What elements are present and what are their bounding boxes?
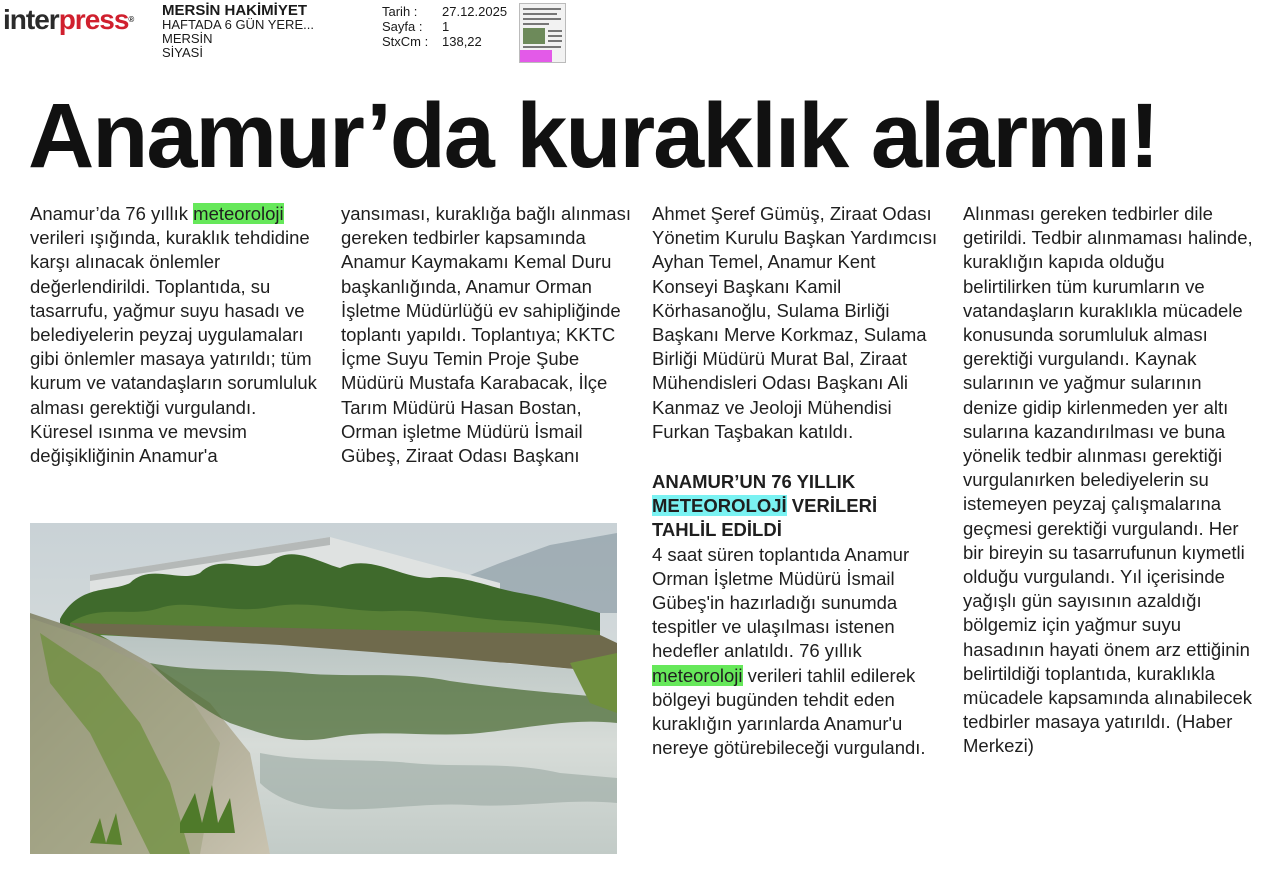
logo-text-press: press <box>58 4 129 35</box>
column-4-text: Alınması gereken tedbirler dile getirildi. Tedbir alınmaması halinde, kuraklığın kapıda olduğu belirtilirken tüm kurumların ve vatandaşların kuraklıkla mücadele konusunda sorumluluk alması gerektiği vurgulandı. Kaynak sularının ve yağmur sularının denize gidip kirlenmeden yer altı sularına kazandırılması ve buna yönelik tedbir alınması gerektiği vurgulanırken belediyelerin su istemeyen peyzaj çalışmalarına geçmesi gerektiği vurgulandı. Her bir bireyin su tasarrufunun kıymetli olduğu vurgulandı. Yıl içerisinde yağışlı gün sayısının azaldığı bölgemiz için yağmur suyu hasadının hayati önem arz ettiğinin belirtildiği toplantıda, kuraklıkla mücadele kapsamında alınabilecek tedbirler masaya yatırıldı. (Haber Merkezi) <box>963 203 1253 757</box>
thumbnail-article-marker <box>520 50 552 62</box>
publication-info <box>162 4 362 60</box>
keyword-highlight: meteoroloji <box>652 664 743 686</box>
page-thumbnail[interactable] <box>519 3 566 63</box>
publication-city: MERSİN <box>162 31 213 46</box>
column-3-paragraph-2 <box>652 543 942 761</box>
column-1-text-rest: verileri ışığında, kuraklık tehdidine karşı alınacak önlemler değerlendirildi. Toplantıda, su tasarrufu, yağmur suyu hasadı ve belediyelerin peyzaj uygulamaları gibi önlemler masaya yatırıldı; tüm kurum ve vatandaşların sorumluluk alması gerektiği vurgulandı. Küresel ısınma ve mevsim değişikliğinin Anamur'a <box>30 227 317 467</box>
meta-stxcm-value: 138,22 <box>442 34 482 49</box>
meta-page-row <box>382 19 507 34</box>
keyword-highlight: meteoroloji <box>193 203 284 224</box>
column-3-paragraph-1: Ahmet Şeref Gümüş, Ziraat Odası Yönetim Kurulu Başkan Yardımcısı Ayhan Temel, Anamur Kent Konseyi Başkanı Kamil Körhasanoğlu, Sulama Birliği Başkanı Merve Korkmaz, Sulama Birliği Müdürü Murat Bal, Ziraat Mühendisleri Odası Başkanı Ali Kanmaz ve Jeoloji Mühendisi Furkan Taşbakan katıldı. <box>652 203 938 442</box>
registered-mark: ® <box>128 15 135 24</box>
meta-stxcm-row <box>382 34 507 49</box>
article-subheading <box>652 470 942 543</box>
article-photo-canal <box>30 523 617 854</box>
meta-date-label: Tarih : <box>382 4 418 19</box>
column-1-text-start: Anamur’da 76 yıllık <box>30 203 194 224</box>
meta-page-value: 1 <box>442 19 450 34</box>
keyword-highlight: METEOROLOJİ <box>652 495 787 517</box>
article-column-2 <box>341 202 631 468</box>
article-column-4 <box>963 202 1253 759</box>
publication-frequency: HAFTADA 6 GÜN YERE... <box>162 17 314 32</box>
subheading-start: ANAMUR’UN 76 YILLIK <box>652 471 856 493</box>
thumbnail-photo <box>523 28 545 44</box>
article-column-1 <box>30 202 320 468</box>
logo-text-inter: inter <box>3 4 59 35</box>
paragraph-2-end: verileri tahlil edilerek bölgeyi bugünden tehdit eden kuraklığın yarınlarda Anamur'u nereye götürebileceği vurgulandı. <box>652 664 926 759</box>
meta-date-row <box>382 4 507 19</box>
publication-name: MERSİN HAKİMİYET <box>162 2 308 19</box>
publication-category: SİYASİ <box>162 45 203 60</box>
paragraph-2-start: 4 saat süren toplantıda Anamur Orman İşletme Müdürü İsmail Gübeş'in hazırladığı sunumda tespitler ve ulaşılması istenen hedefler anlatıldı. 76 yıllık <box>652 543 910 662</box>
meta-page-label: Sayfa : <box>382 19 423 34</box>
meta-date-value: 27.12.2025 <box>442 4 508 19</box>
column-2-text: yansıması, kuraklığa bağlı alınması gereken tedbirler kapsamında Anamur Kaymakamı Kemal Duru başkanlığında, Anamur Orman İşletme Müdürlüğü ev sahipliğinde toplantı yapıldı. Toplantıya; KKTC İçme Suyu Temin Proje Şube Müdürü Mustafa Karabacak, İlçe Tarım Müdürü Hasan Bostan, Orman işletme Müdürü İsmail Gübeş, Ziraat Odası Başkanı <box>341 203 631 467</box>
interpress-logo <box>3 4 134 36</box>
article-headline: Anamur’da kuraklık alarmı! <box>28 85 1158 187</box>
article-column-3 <box>652 202 942 760</box>
meta-stxcm-label: StxCm : <box>382 34 429 49</box>
clipping-meta <box>382 4 507 49</box>
subheading-end: VERİLERİ TAHLİL EDİLDİ <box>652 495 878 541</box>
column-1-text <box>30 202 320 468</box>
